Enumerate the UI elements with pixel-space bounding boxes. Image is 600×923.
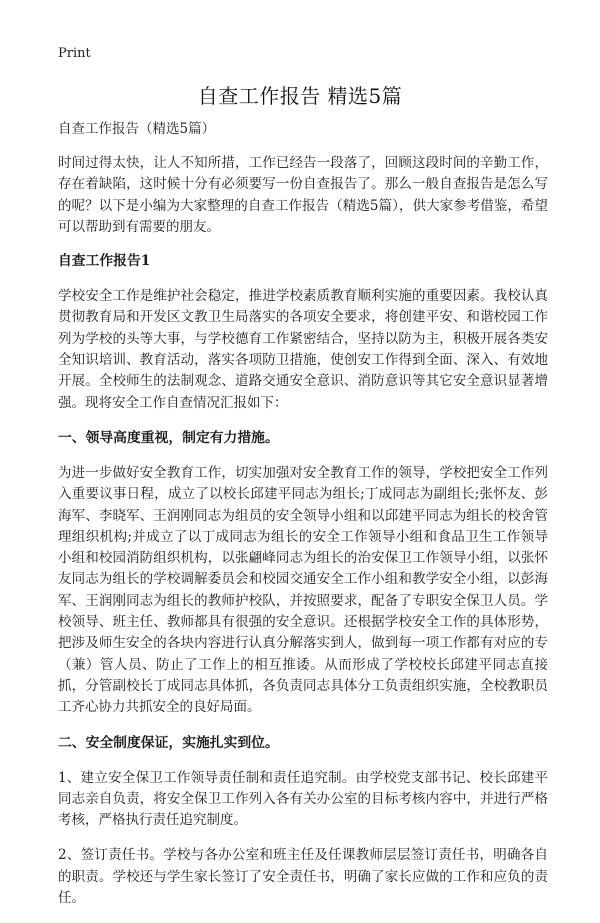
heading-leadership: 一、领导高度重视，制定有力措施。: [58, 429, 279, 446]
print-label[interactable]: Print: [58, 46, 91, 61]
heading-safety-system: 二、安全制度保证，实施扎实到位。: [58, 734, 279, 751]
body-paragraph-1: 学校安全工作是维护社会稳定，推进学校素质教育顺利实施的重要因素。我校认真贯彻教育局和开发区文教卫生局落实的各项安全要求，将创建平安、和谐校园工作列为学校的头等大事，与学校德育工作紧密结合，坚持以防为主，积极开展各类安全知识培训、教育活动，落实各项防卫措施，使创安工作得到全面、深入、有效地开展。全校师生的法制观念、道路交通安全意识、消防意识等其它安全意识显著增强。现将安全工作自查情况汇报如下：: [58, 288, 548, 411]
document-title: 自查工作报告 精选5篇: [197, 84, 403, 108]
document-subtitle: 自查工作报告（精选5篇）: [58, 121, 216, 137]
section-heading: 自查工作报告1: [58, 253, 151, 270]
body-paragraph-4: 2、签订责任书。学校与各办公室和班主任及任课教师层层签订责任书，明确各自的职责。学校还与学生家长签订了安全责任书，明确了家长应做的工作和应负的责任。: [58, 847, 548, 907]
document-body: [58, 119, 548, 923]
body-paragraph-3: 1、建立安全保卫工作领导责任制和责任追究制。由学校党支部书记、校长邱建平同志亲自负责，将安全保卫工作列入各有关办公室的目标考核内容中，并进行严格考核，严格执行责任追究制度。: [58, 769, 548, 829]
body-paragraph-2: 为进一步做好安全教育工作，切实加强对安全教育工作的领导，学校把安全工作列入重要议事日程，成立了以校长邱建平同志为组长;丁成同志为副组长;张怀友、彭海军、李晓军、王润刚同志为组员的安全领导小组和以邱建平同志为组长的校舍管理组织机构;并成立了以丁成同志为组长的安全工作领导小组和食品卫生工作领导小组和校园消防组织机构，以张翩峰同志为组长的治安保卫工作领导小组，以张怀友同志为组长的学校调解委员会和校园交通安全工作小组和教学安全小组，以彭海军、王润刚同志为组长的教师护校队，并按照要求，配备了专职安全保卫人员。学校领导、班主任、教师都具有很强的安全意识。还根据学校安全工作的具体形势，把涉及师生安全的各块内容进行认真分解落实到人，做到每一项工作都有对应的专（兼）管人员、防止了工作上的相互推诿。从而形成了学校校长邱建平同志直接抓，分管副校长丁成同志具体抓，各负责同志具体分工负责组织实施，全校教职员工齐心协力共抓安全的良好局面。: [58, 464, 548, 716]
intro-paragraph: 时间过得太快，让人不知所措，工作已经告一段落了，回顾这段时间的辛勤工作，存在着缺陷，这时候十分有必须要写一份自查报告了。那么一般自查报告是怎么写的呢？以下是小编为大家整理的自查工作报告（精选5篇），供大家参考借鉴，希望可以帮助到有需要的朋友。: [58, 155, 548, 235]
